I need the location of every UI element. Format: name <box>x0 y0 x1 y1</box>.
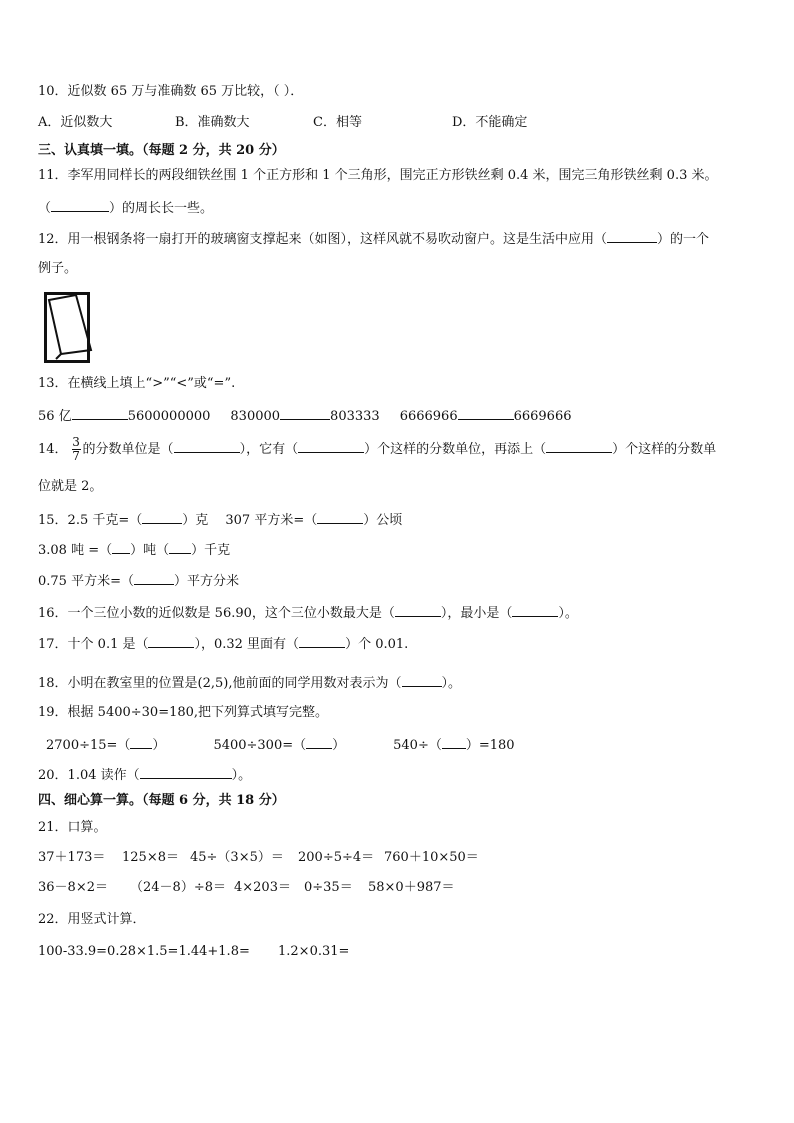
q11-line2 <box>38 199 213 217</box>
q14-fraction <box>72 436 81 463</box>
q19-e1-b: ） <box>152 738 166 753</box>
q15-l2-c: ）千克 <box>191 543 231 558</box>
q19-e3-a: 540÷（ <box>393 738 442 753</box>
q17-blank-2[interactable] <box>299 635 345 648</box>
q10-stem <box>38 84 303 100</box>
section-4-heading-text: 四、细心算一算。（每题 6 分，共 18 分） <box>38 793 285 808</box>
q21-r2-item: 4×203＝ <box>234 880 291 895</box>
q16-blank-min[interactable] <box>512 604 558 617</box>
q15-blank-grams[interactable] <box>142 511 182 524</box>
q10-option-c: C．相等 <box>313 115 362 130</box>
q10-option-d: D．不能确定 <box>452 115 528 130</box>
q21-r2-item: 58×0＋987＝ <box>368 880 455 895</box>
q14-line1 <box>38 436 716 464</box>
q10-options <box>38 115 527 131</box>
q17-b: ），0.32 里面有（ <box>194 637 300 652</box>
q10-option-a: A．近似数大 <box>38 115 113 130</box>
q21-r1-item: 45÷（3×5）＝ <box>190 850 284 865</box>
q19-blank-2[interactable] <box>306 736 332 749</box>
q13-stem <box>38 376 235 392</box>
q21-r2-item: （24－8）÷8＝ <box>130 880 226 895</box>
q14-blank-add[interactable] <box>546 440 612 453</box>
q19-e3-b: ）=180 <box>465 738 515 753</box>
q10-stem-text: 10．近似数 65 万与准确数 65 万比较，（ ）． <box>38 84 304 99</box>
q12-answer-blank[interactable] <box>607 230 657 243</box>
q21-stem <box>38 820 107 836</box>
q19-blank-3[interactable] <box>442 736 466 749</box>
q20-a: 20．1.04 读作（ <box>38 768 140 783</box>
q14-part1: 的分数单位是（ <box>82 442 174 457</box>
q21-row1 <box>38 850 479 866</box>
q10-option-b: B．准确数大 <box>175 115 250 130</box>
q13-item1-blank[interactable] <box>72 407 128 420</box>
q13-item1-left: 56 亿 <box>38 409 72 424</box>
q19-e2-b: ） <box>332 738 346 753</box>
q13-stem-text: 13．在横线上填上“>”“<”或“=”. <box>38 376 236 391</box>
q18-b: ）。 <box>441 676 462 691</box>
q19-equations <box>46 736 515 754</box>
q16-b: ），最小是（ <box>440 606 513 621</box>
q21-r1-item: 200÷5÷4＝ <box>298 850 375 865</box>
q14-blank-count[interactable] <box>298 440 364 453</box>
q16-c: ）。 <box>558 606 578 621</box>
q15-blank-hectares[interactable] <box>317 511 363 524</box>
q12-line1-suffix: ）的一个 <box>657 232 710 247</box>
q14-part3: ）个这样的分数单位，再添上（ <box>364 442 547 457</box>
q11-line2-suffix: ）的周长长一些。 <box>109 201 214 216</box>
q15-line1 <box>38 511 402 529</box>
q15-l1-a: 15．2.5 千克=（ <box>38 513 143 528</box>
q11-answer-blank[interactable] <box>51 199 109 212</box>
q17-line <box>38 635 408 653</box>
section-3-heading <box>38 143 285 159</box>
section-3-heading-text: 三、认真填一填。（每题 2 分，共 20 分） <box>38 143 285 158</box>
q18-a: 18．小明在教室里的位置是(2,5),他前面的同学用数对表示为（ <box>38 676 402 691</box>
open-window-figure <box>44 292 96 364</box>
q15-l2-b: ）吨（ <box>130 543 170 558</box>
q15-l1-b: ）克 307 平方米=（ <box>182 513 318 528</box>
q19-e1-a: 2700÷15=（ <box>46 738 131 753</box>
q16-a: 16．一个三位小数的近似数是 56.90，这个三位小数最大是（ <box>38 606 395 621</box>
q11-line1-text: 11．李军用同样长的两段细铁丝围 1 个正方形和 1 个三角形，围完正方形铁丝剩 0.4 米，围完三角形铁丝剩 0.3 米。 <box>38 168 718 183</box>
q21-r1-item: 125×8＝ <box>122 850 179 865</box>
q21-r2-item: 36－8×2＝ <box>38 880 108 895</box>
q19-stem-text: 19．根据 5400÷30=180,把下列算式填写完整。 <box>38 705 329 720</box>
q22-stem-text: 22．用竖式计算． <box>38 912 146 927</box>
q12-line1 <box>38 230 709 248</box>
support-rod <box>56 354 61 359</box>
q15-l3-a: 0.75 平方米=（ <box>38 574 134 589</box>
q13-item3-right: 6669666 <box>513 409 572 424</box>
q14-part4: ）个这样的分数单 <box>612 442 717 457</box>
q20-blank[interactable] <box>140 766 232 779</box>
q18-line <box>38 674 461 692</box>
q20-line <box>38 766 251 784</box>
q15-l1-c: ）公顷 <box>363 513 403 528</box>
q13-item3-blank[interactable] <box>458 407 514 420</box>
q17-c: ）个 0.01. <box>345 637 409 652</box>
q19-blank-1[interactable] <box>130 736 152 749</box>
q14-fraction-numerator: 3 <box>72 435 80 449</box>
q16-line <box>38 604 578 622</box>
q14-number: 14． <box>38 442 68 457</box>
section-4-heading <box>38 793 285 809</box>
q21-row2 <box>38 880 455 896</box>
q14-line2-text: 位就是 2。 <box>38 479 103 494</box>
q22-stem <box>38 912 146 928</box>
q13-item2-right: 803333 <box>330 409 380 424</box>
q11-paren-open: （ <box>38 201 52 216</box>
q15-l3-b: ）平方分米 <box>173 574 239 589</box>
q13-item2-blank[interactable] <box>280 407 330 420</box>
q15-blank-kg[interactable] <box>169 541 191 554</box>
q14-part2: ），它有（ <box>239 442 299 457</box>
q15-line3 <box>38 572 239 590</box>
q21-r2-item: 0÷35＝ <box>304 880 353 895</box>
q13-item1-right: 5600000000 <box>127 409 211 424</box>
q22-expressions <box>38 944 349 960</box>
q16-blank-max[interactable] <box>395 604 441 617</box>
window-pane <box>49 295 91 354</box>
q21-stem-text: 21．口算。 <box>38 820 107 835</box>
q18-blank[interactable] <box>402 674 442 687</box>
q13-item2-left: 830000 <box>230 409 281 424</box>
q14-blank-unit[interactable] <box>174 440 240 453</box>
q17-blank-1[interactable] <box>148 635 194 648</box>
q21-r1-item: 37＋173＝ <box>38 850 106 865</box>
q17-a: 17．十个 0.1 是（ <box>38 637 149 652</box>
q13-item3-left: 6666966 <box>399 409 458 424</box>
q12-line1-text: 12．用一根钢条将一扇打开的玻璃窗支撑起来（如图），这样风就不易吹动窗户。这是生活中应用（ <box>38 232 608 247</box>
q12-line2-text: 例子。 <box>38 261 78 276</box>
q11-line1 <box>38 168 718 184</box>
q15-line2 <box>38 541 230 559</box>
q14-line2 <box>38 479 102 495</box>
q19-stem <box>38 705 328 721</box>
q20-b: ）。 <box>231 768 252 783</box>
q15-l2-a: 3.08 吨 =（ <box>38 543 113 558</box>
q19-e2-a: 5400÷300=（ <box>213 738 307 753</box>
q12-line2 <box>38 261 77 277</box>
q15-blank-tons[interactable] <box>112 541 130 554</box>
q14-fraction-denominator: 7 <box>72 449 80 463</box>
q13-items <box>38 407 572 425</box>
q22-expression-group: 100-33.9=0.28×1.5=1.44+1.8= <box>38 944 250 959</box>
q15-blank-sq-dm[interactable] <box>134 572 174 585</box>
q22-expression-last: 1.2×0.31= <box>278 944 350 959</box>
q21-r1-item: 760＋10×50＝ <box>384 850 479 865</box>
